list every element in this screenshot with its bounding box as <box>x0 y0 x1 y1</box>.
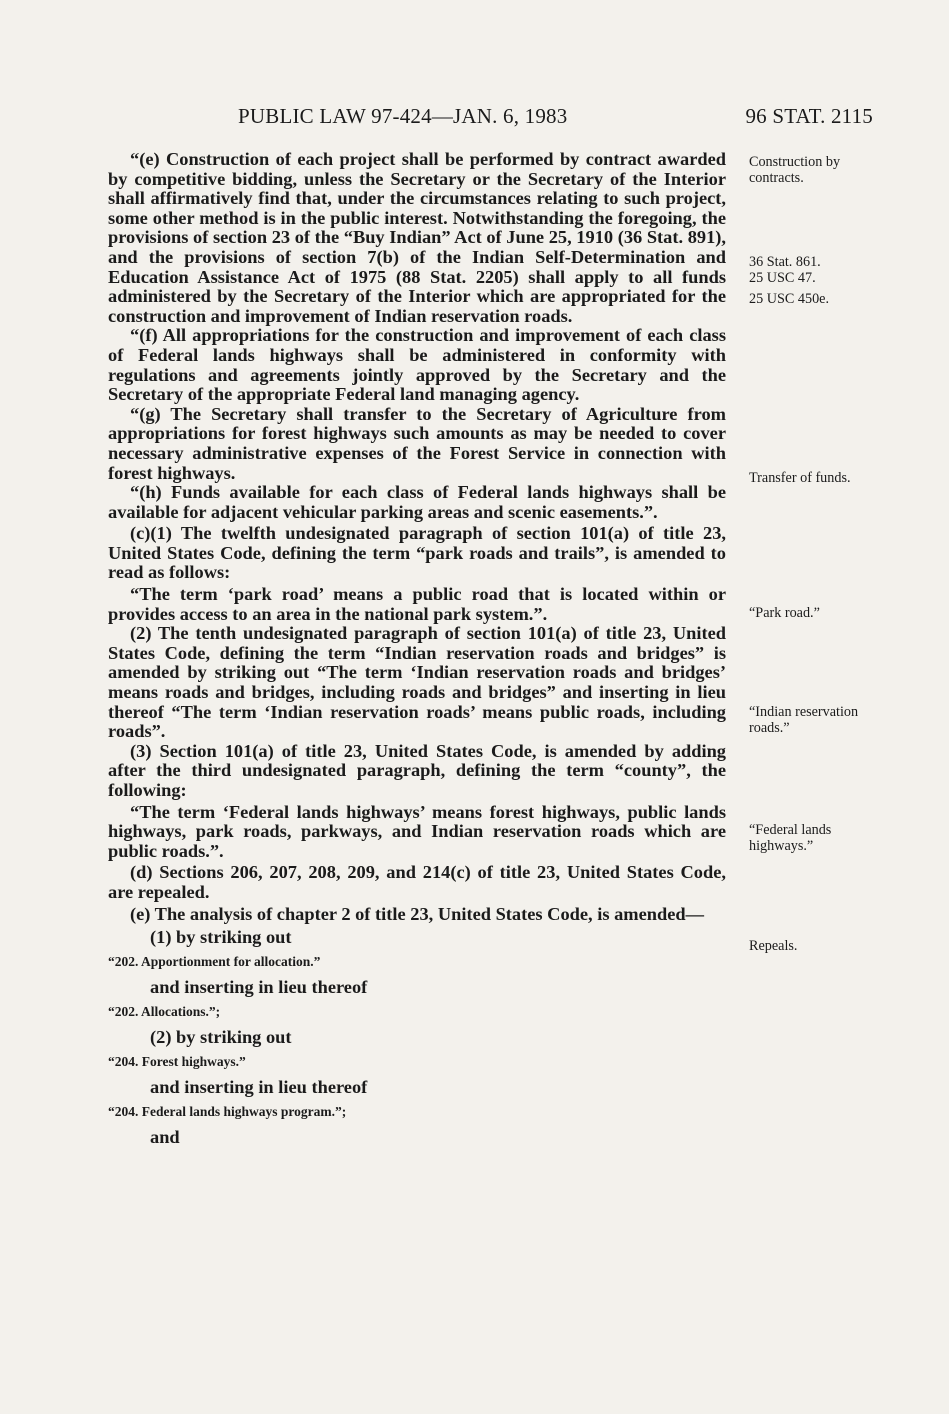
paragraph-park-road-definition: “The term ‘park road’ means a public road that is located within or provides access to an area in the national park system.”. <box>108 584 726 624</box>
list-item-2: (2) by striking out <box>150 1027 292 1048</box>
paragraph-federal-lands-highways-definition: “The term ‘Federal lands highways’ means forest highways, public lands highways, park roads, parkways, and Indian reservation roads which are public roads.”. <box>108 801 726 861</box>
margin-note-citation-25-usc-450e: 25 USC 450e. <box>749 291 830 307</box>
paragraph-g: “(g) The Secretary shall transfer to the Secretary of Agriculture from appropriations for forest highways such amounts as may be needed to cover necessary administrative expenses of the Forest Service in connection with forest highways. <box>108 403 726 483</box>
code-line-202-new: “202. Allocations.”; <box>108 1004 221 1020</box>
paragraph-e2: (e) The analysis of chapter 2 of title 23, United States Code, is amended— <box>130 903 705 924</box>
paragraph-c2: (2) The tenth undesignated paragraph of section 101(a) of title 23, United States Code, defining the term “Indian reservation roads and bridges” is amended by striking out “The term ‘Indian reservation roads and bridges’ means roads and bridges, including roads and bridges” and inserting in lieu thereof “The term ‘Indian reservation roads’ means public roads, including roads”. <box>108 623 726 742</box>
code-line-202-old: “202. Apportionment for allocation.” <box>108 954 321 970</box>
paragraph-c1: (c)(1) The twelfth undesignated paragraph of section 101(a) of title 23, United States Code, defining the term “park roads and trails”, is amended to read as follows: <box>108 523 726 583</box>
paragraph-e: “(e) Construction of each project shall be performed by contract awarded by competitive bidding, unless the Secretary or the Secretary of the Interior shall affirmatively find that, under the circumstances relating to such project, some other method is in the public interest. Notwithstanding the foregoing, the provisions of section 23 of the “Buy Indian” Act of June 25, 1910 (36 Stat. 891), and the provisions of section 7(b) of the Indian Self-Determination and Education Assistance Act of 1975 (88 Stat. 2205) shall apply to all funds administered by the Secretary of the Interior which are appropriated for the construction and improvement of Indian reservation roads. <box>108 149 726 326</box>
code-line-204-old: “204. Forest highways.” <box>108 1054 246 1070</box>
insert-phrase-1: and inserting in lieu thereof <box>150 977 368 998</box>
margin-note-citation-25-usc-47: 25 USC 47. <box>749 270 816 286</box>
body-text <box>108 150 726 1150</box>
code-line-204-new: “204. Federal lands highways program.”; <box>108 1104 347 1120</box>
margin-note-park-road: “Park road.” <box>749 605 820 621</box>
paragraph-d: (d) Sections 206, 207, 208, 209, and 214(c) of title 23, United States Code, are repealed. <box>108 862 726 902</box>
list-item-1: (1) by striking out <box>150 927 292 948</box>
paragraph-f: “(f) All appropriations for the construction and improvement of each class of Federal lands highways shall be administered in conformity with regulations and agreements jointly approved by the Secretary and the Secretary of the appropriate Federal land managing agency. <box>108 325 726 405</box>
header-stat-reference: 96 STAT. 2115 <box>745 104 873 128</box>
page-header <box>0 104 949 136</box>
margin-note-citation-36-stat: 36 Stat. 861. <box>749 254 821 270</box>
closing-and: and <box>150 1127 180 1148</box>
margin-note-indian-reservation-roads: “Indian reservation roads.” <box>749 704 859 736</box>
margin-note-federal-lands-highways: “Federal lands highways.” <box>749 822 832 854</box>
header-title: PUBLIC LAW 97-424—JAN. 6, 1983 <box>238 104 568 128</box>
paragraph-c3: (3) Section 101(a) of title 23, United States Code, is amended by adding after the third undesignated paragraph, defining the term “county”, the following: <box>108 740 726 800</box>
paragraph-h: “(h) Funds available for each class of Federal lands highways shall be available for adjacent vehicular parking areas and scenic easements.”. <box>108 482 726 522</box>
margin-note-repeals: Repeals. <box>749 938 798 954</box>
margin-note-construction: Construction by contracts. <box>749 154 841 186</box>
margin-note-transfer: Transfer of funds. <box>749 470 851 486</box>
insert-phrase-2: and inserting in lieu thereof <box>150 1077 368 1098</box>
